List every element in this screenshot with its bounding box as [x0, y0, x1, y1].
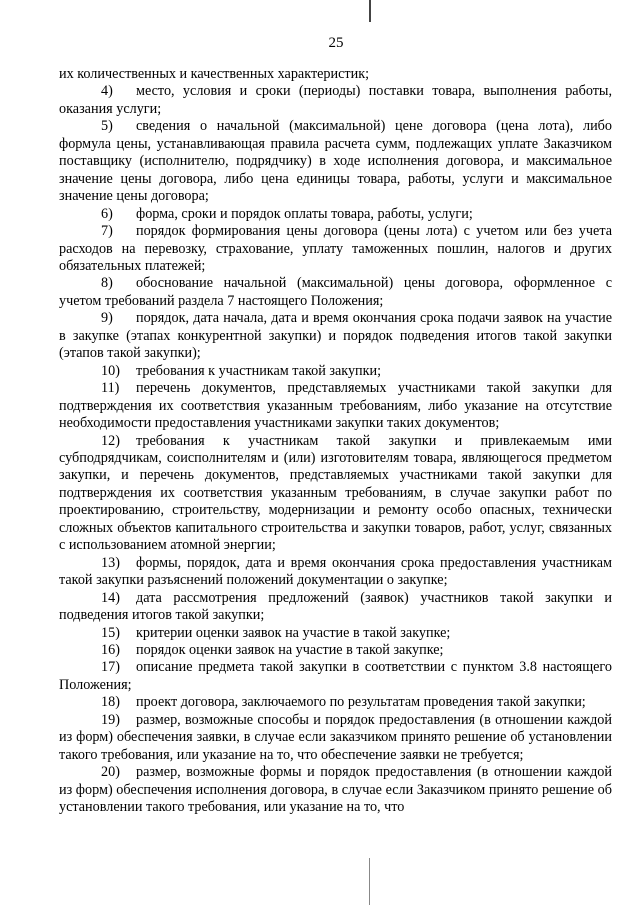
list-item-number: 17)	[101, 659, 120, 676]
list-item	[59, 555, 612, 590]
lead-line: их количественных и качественных характеристик;	[59, 66, 370, 82]
list-item	[59, 694, 612, 711]
list-item-number: 14)	[101, 589, 120, 606]
list-item-number: 5)	[101, 118, 113, 135]
list-item	[59, 118, 612, 205]
list-item	[59, 223, 612, 275]
list-item	[59, 433, 612, 555]
list-item-text: требования к участникам такой закупки;	[136, 362, 382, 379]
list-item-text: место, условия и сроки (периоды) поставки товара, выполнения работы, оказания услуги;	[59, 83, 612, 117]
list-item-text: критерии оценки заявок на участие в такой закупке;	[136, 624, 451, 641]
list-item-number: 16)	[101, 641, 120, 658]
list-item-number: 20)	[101, 764, 120, 781]
list-item-text: обоснование начальной (максимальной) цены договора, оформленное с учетом требований раздела 7 настоящего Положения;	[59, 275, 612, 309]
list-item	[59, 642, 612, 659]
list-item-text: порядок, дата начала, дата и время окончания срока подачи заявок на участие в закупке (этапах конкурентной закупки) и порядок подведения итогов такой закупки (этапов такой закупки);	[59, 310, 612, 362]
list-item-text: сведения о начальной (максимальной) цене договора (цена лота), либо формула цены, устанавливающая правила расчета сумм, подлежащих уплате Заказчиком поставщику (исполнителю, подрядчику) в ходе исполнения договора, и максимальное значение цены договора, либо цена единицы товара, работы, услуги и максимальное значение цены договора;	[59, 118, 612, 205]
list-item	[59, 659, 612, 694]
list-item-number: 10)	[101, 362, 120, 379]
list-item	[59, 310, 612, 362]
list-item-number: 9)	[101, 310, 113, 327]
top-margin-rule	[369, 0, 371, 22]
list-item	[59, 363, 612, 380]
list-item	[59, 590, 612, 625]
list-item-number: 8)	[101, 275, 113, 292]
list-item	[59, 712, 612, 764]
list-item-number: 11)	[101, 380, 120, 397]
bottom-margin-rule	[369, 858, 370, 905]
list-item	[59, 275, 612, 310]
list-item	[59, 380, 612, 432]
list-item-text: перечень документов, представляемых участниками такой закупки для подтверждения их соответствия указанным требованиям, либо указание на отсутствие необходимости предоставления участниками закупки таких документов;	[59, 380, 612, 432]
list-item-number: 7)	[101, 223, 113, 240]
list-item-text: формы, порядок, дата и время окончания срока предоставления участникам такой закупки разъяснений положений документации о закупке;	[59, 554, 612, 589]
list-item-text: размер, возможные формы и порядок предоставления (в отношении каждой из форм) обеспечения исполнения договора, в случае если Заказчиком принято решение об установлении такого требования, или указание на то, что	[59, 764, 612, 816]
list-item-text: описание предмета такой закупки в соответствии с пунктом 3.8 настоящего Положения;	[59, 659, 612, 693]
list-item-number: 18)	[101, 694, 120, 711]
list-item-text: форма, сроки и порядок оплаты товара, работы, услуги;	[136, 205, 473, 222]
list-item	[59, 83, 612, 118]
list-item-number: 4)	[101, 83, 113, 100]
document-body	[59, 66, 612, 816]
numbered-list	[59, 83, 612, 816]
list-item-text: дата рассмотрения предложений (заявок) участников такой закупки и подведения итогов такой закупки;	[59, 589, 612, 624]
list-item	[59, 625, 612, 642]
list-item-number: 12)	[101, 432, 120, 449]
list-item-number: 15)	[101, 624, 120, 641]
list-item-text: размер, возможные способы и порядок предоставления (в отношении каждой из форм) обеспечения заявки, в случае если заказчиком принято решение об установлении такого требования, или указание на то, что обеспечение заявки не требуется;	[59, 711, 612, 763]
list-item	[59, 206, 612, 223]
list-item-number: 6)	[101, 205, 113, 222]
list-item-text: порядок оценки заявок на участие в такой закупке;	[136, 641, 444, 658]
list-item-text: проект договора, заключаемого по результатам проведения такой закупки;	[136, 694, 586, 711]
list-item	[59, 764, 612, 816]
list-item-text: порядок формирования цены договора (цены лота) с учетом или без учета расходов на перевозку, страхование, уплату таможенных пошлин, налогов и других обязательных платежей;	[59, 223, 612, 274]
list-item-number: 13)	[101, 554, 120, 571]
list-item-number: 19)	[101, 711, 120, 728]
page-number: 25	[328, 35, 344, 51]
list-item-text: требования к участникам такой закупки и привлекаемым ими субподрядчикам, соисполнителям и (или) изготовителям товара, являющегося предметом закупки, и перечень документов, представляемых участниками такой закупки для подтверждения их соответствия указанным требованиям, в случае закупки работ по проектированию, строительству, модернизации и ремонту особо опасных, технически сложных объектов капитального строительства и закупки товаров, работ, услуг, связанных с использованием атомной энергии;	[59, 432, 612, 554]
